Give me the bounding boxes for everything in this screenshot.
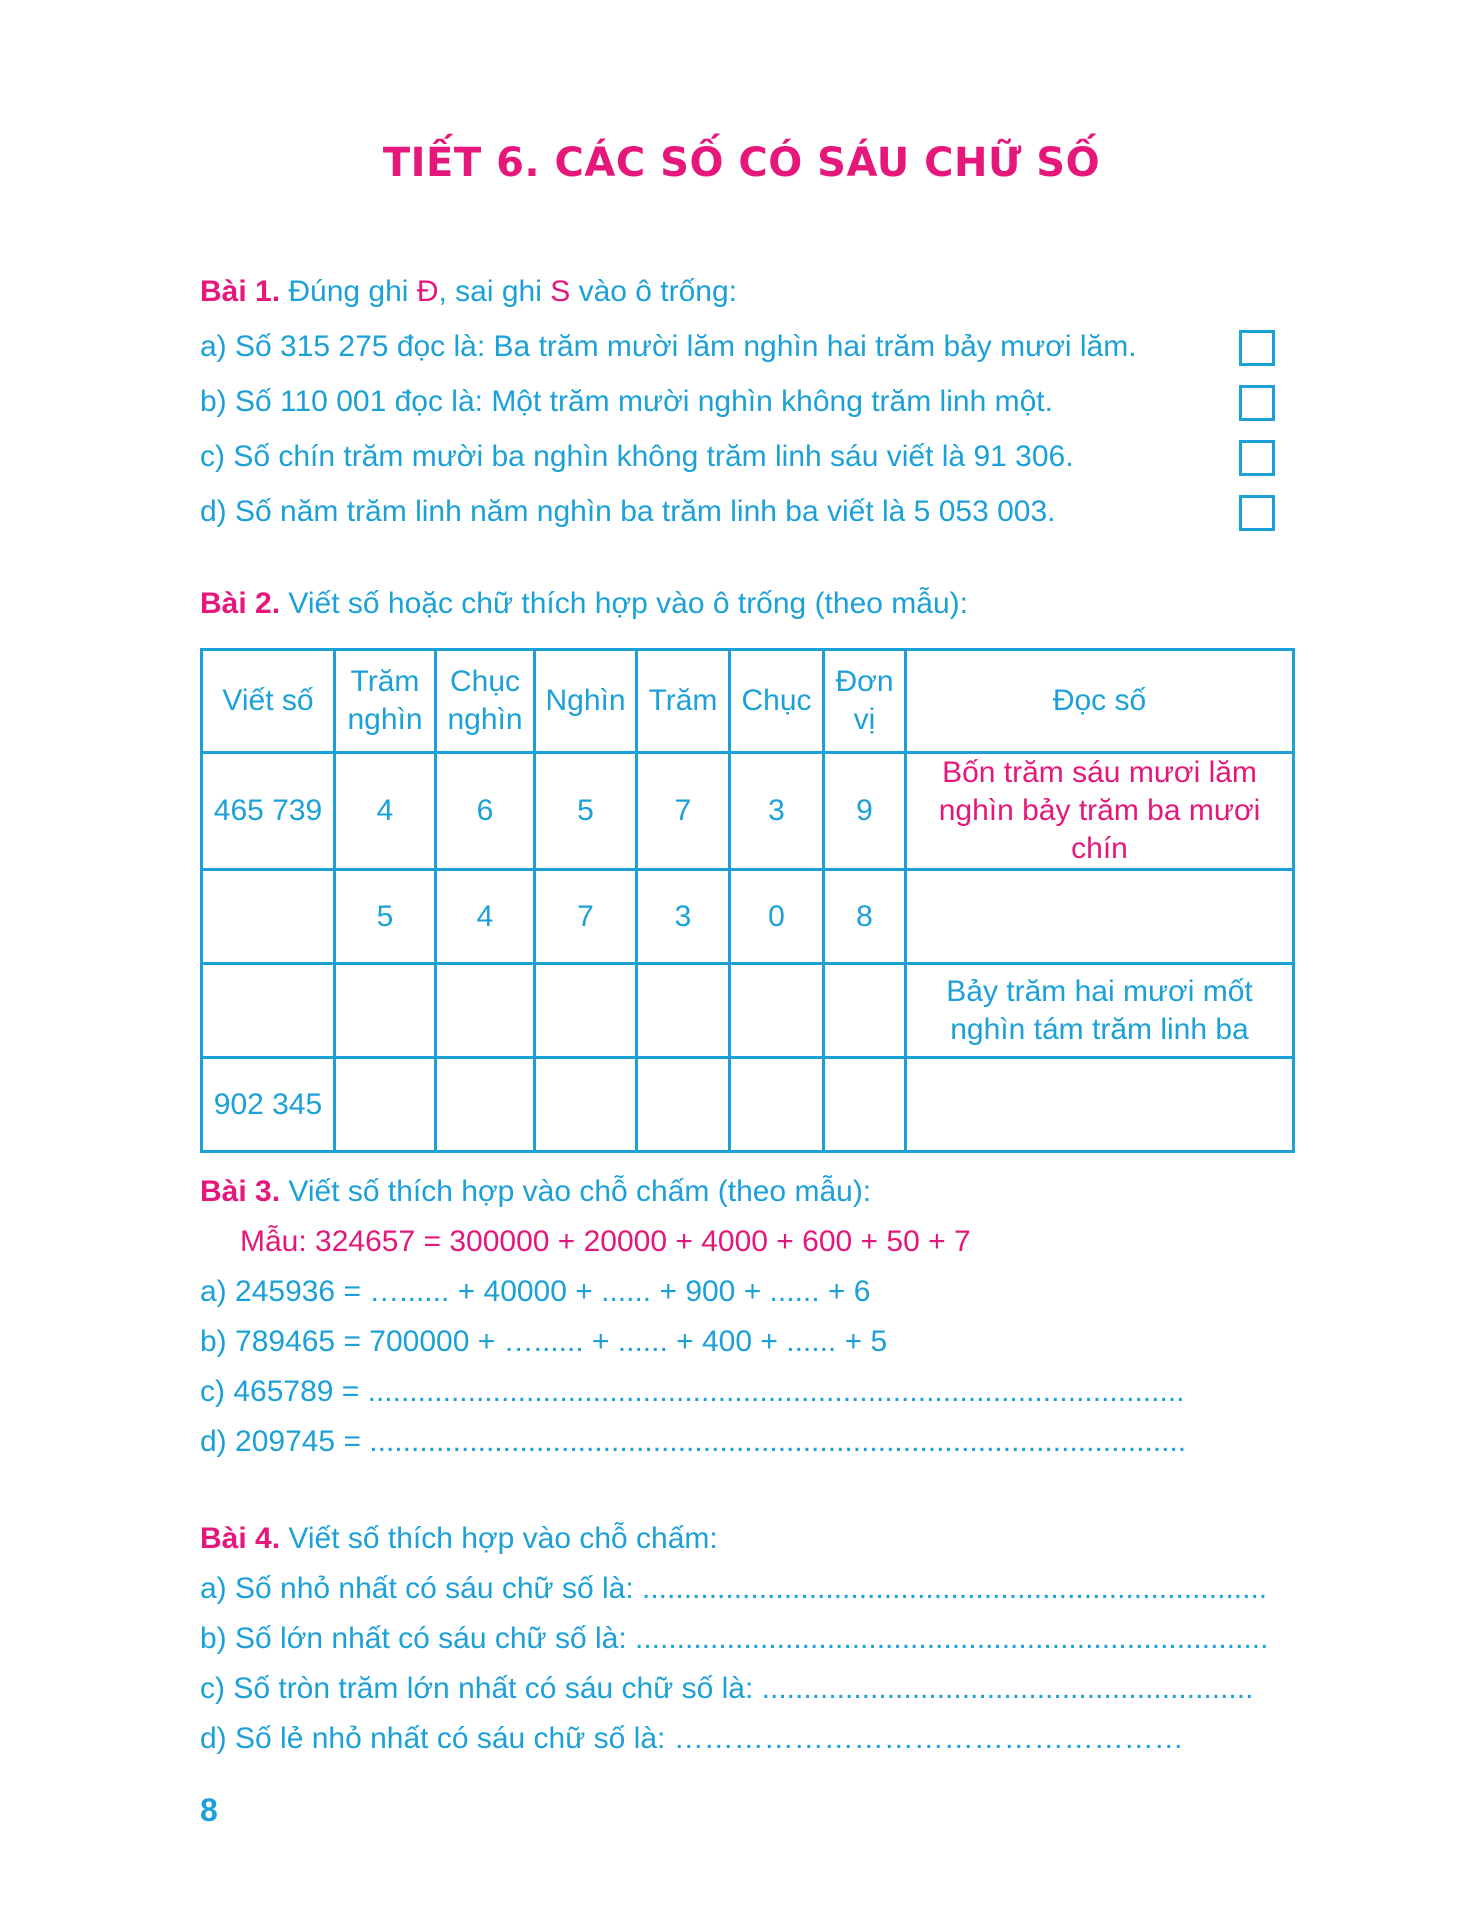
cell-digit[interactable] [335,1058,436,1152]
bai1-label: Bài 1. [200,275,281,308]
bai4-item-c: c) Số tròn trăm lớn nhất có sáu chữ số là: ........................................................... [200,1672,1254,1705]
cell-digit: 3 [637,870,730,964]
cell-digit[interactable] [637,964,730,1058]
cell-digit[interactable] [335,964,436,1058]
cell-digit: 7 [637,753,730,870]
bai4-label: Bài 4. [200,1522,281,1555]
answer-checkbox-a[interactable] [1239,330,1275,366]
bai3-label: Bài 3. [200,1175,281,1208]
bai1-instruction-mid: , sai ghi [438,275,551,308]
bai3-item-a: a) 245936 = …...... + 40000 + ...... + 900 + ...... + 6 [200,1275,871,1308]
cell-digit[interactable] [535,1058,637,1152]
table-row [202,870,1294,964]
bai3-item-c: c) 465789 = .................................................................................................. [200,1375,1185,1408]
cell-viet-so[interactable] [202,964,335,1058]
cell-digit[interactable] [535,964,637,1058]
table-row [202,753,1294,870]
answer-checkbox-b[interactable] [1239,385,1275,421]
header-viet-so: Viết số [202,650,335,753]
bai1-item-d: d) Số năm trăm linh năm nghìn ba trăm linh ba viết là 5 053 003. [200,495,1056,528]
table-row [202,964,1294,1058]
bai4-item-d: d) Số lẻ nhỏ nhất có sáu chữ số là: …………………………………………… [200,1722,1184,1755]
bai1-mark-true: Đ [416,275,439,308]
cell-digit[interactable] [637,1058,730,1152]
bai3-item-d: d) 209745 = .................................................................................................. [200,1425,1187,1458]
bai4-item-a: a) Số nhỏ nhất có sáu chữ số là: ........................................................................... [200,1572,1268,1605]
cell-doc-so: Bốn trăm sáu mươi lăm nghìn bảy trăm ba mươi chín [906,753,1294,870]
cell-digit[interactable] [824,1058,906,1152]
bai2-heading [200,584,968,624]
bai1-instruction-post: vào ô trống: [570,275,738,308]
cell-digit: 4 [335,753,436,870]
bai1-heading [200,272,737,312]
place-value-table [200,648,1295,1153]
bai4-heading [200,1519,718,1559]
header-tram: Trăm [637,650,730,753]
cell-doc-so: Bảy trăm hai mươi mốt nghìn tám trăm linh ba [906,964,1294,1058]
cell-digit: 6 [436,753,535,870]
cell-digit[interactable] [436,1058,535,1152]
bai4-item-b: b) Số lớn nhất có sáu chữ số là: ............................................................................ [200,1622,1269,1655]
cell-digit: 0 [730,870,824,964]
page-number: 8 [200,1792,218,1828]
bai4-instruction: Viết số thích hợp vào chỗ chấm: [280,1522,718,1555]
cell-viet-so: 902 345 [202,1058,335,1152]
cell-digit: 7 [535,870,637,964]
bai3-instruction: Viết số thích hợp vào chỗ chấm (theo mẫu): [280,1175,872,1208]
header-nghin: Nghìn [535,650,637,753]
cell-digit[interactable] [436,964,535,1058]
bai1-item-b: b) Số 110 001 đọc là: Một trăm mười nghìn không trăm linh một. [200,385,1053,418]
bai3-example: Mẫu: 324657 = 300000 + 20000 + 4000 + 600 + 50 + 7 [240,1225,971,1258]
cell-digit: 9 [824,753,906,870]
table-row [202,1058,1294,1152]
cell-digit: 4 [436,870,535,964]
cell-digit: 5 [335,870,436,964]
header-chuc: Chục [730,650,824,753]
bai1-mark-false: S [550,275,571,308]
bai1-instruction-pre: Đúng ghi [280,275,417,308]
cell-digit: 5 [535,753,637,870]
header-chuc-nghin: Chục nghìn [436,650,535,753]
header-doc-so: Đọc số [906,650,1294,753]
cell-digit[interactable] [730,1058,824,1152]
bai2-instruction: Viết số hoặc chữ thích hợp vào ô trống (theo mẫu): [280,587,968,620]
cell-digit[interactable] [824,964,906,1058]
cell-viet-so[interactable] [202,870,335,964]
bai1-item-a: a) Số 315 275 đọc là: Ba trăm mười lăm nghìn hai trăm bảy mươi lăm. [200,330,1137,363]
table-header-row [202,650,1294,753]
bai1-item-c: c) Số chín trăm mười ba nghìn không trăm linh sáu viết là 91 306. [200,440,1074,473]
cell-viet-so: 465 739 [202,753,335,870]
cell-digit[interactable] [730,964,824,1058]
cell-doc-so[interactable] [906,1058,1294,1152]
cell-doc-so[interactable] [906,870,1294,964]
cell-digit: 8 [824,870,906,964]
answer-checkbox-c[interactable] [1239,440,1275,476]
cell-digit: 3 [730,753,824,870]
header-don-vi: Đơn vị [824,650,906,753]
header-tram-nghin: Trăm nghìn [335,650,436,753]
bai2-label: Bài 2. [200,587,281,620]
bai3-item-b: b) 789465 = 700000 + …...... + ...... + 400 + ...... + 5 [200,1325,888,1358]
page-title: TIẾT 6. CÁC SỐ CÓ SÁU CHỮ SỐ [382,140,1101,186]
bai3-heading [200,1172,871,1212]
answer-checkbox-d[interactable] [1239,495,1275,531]
